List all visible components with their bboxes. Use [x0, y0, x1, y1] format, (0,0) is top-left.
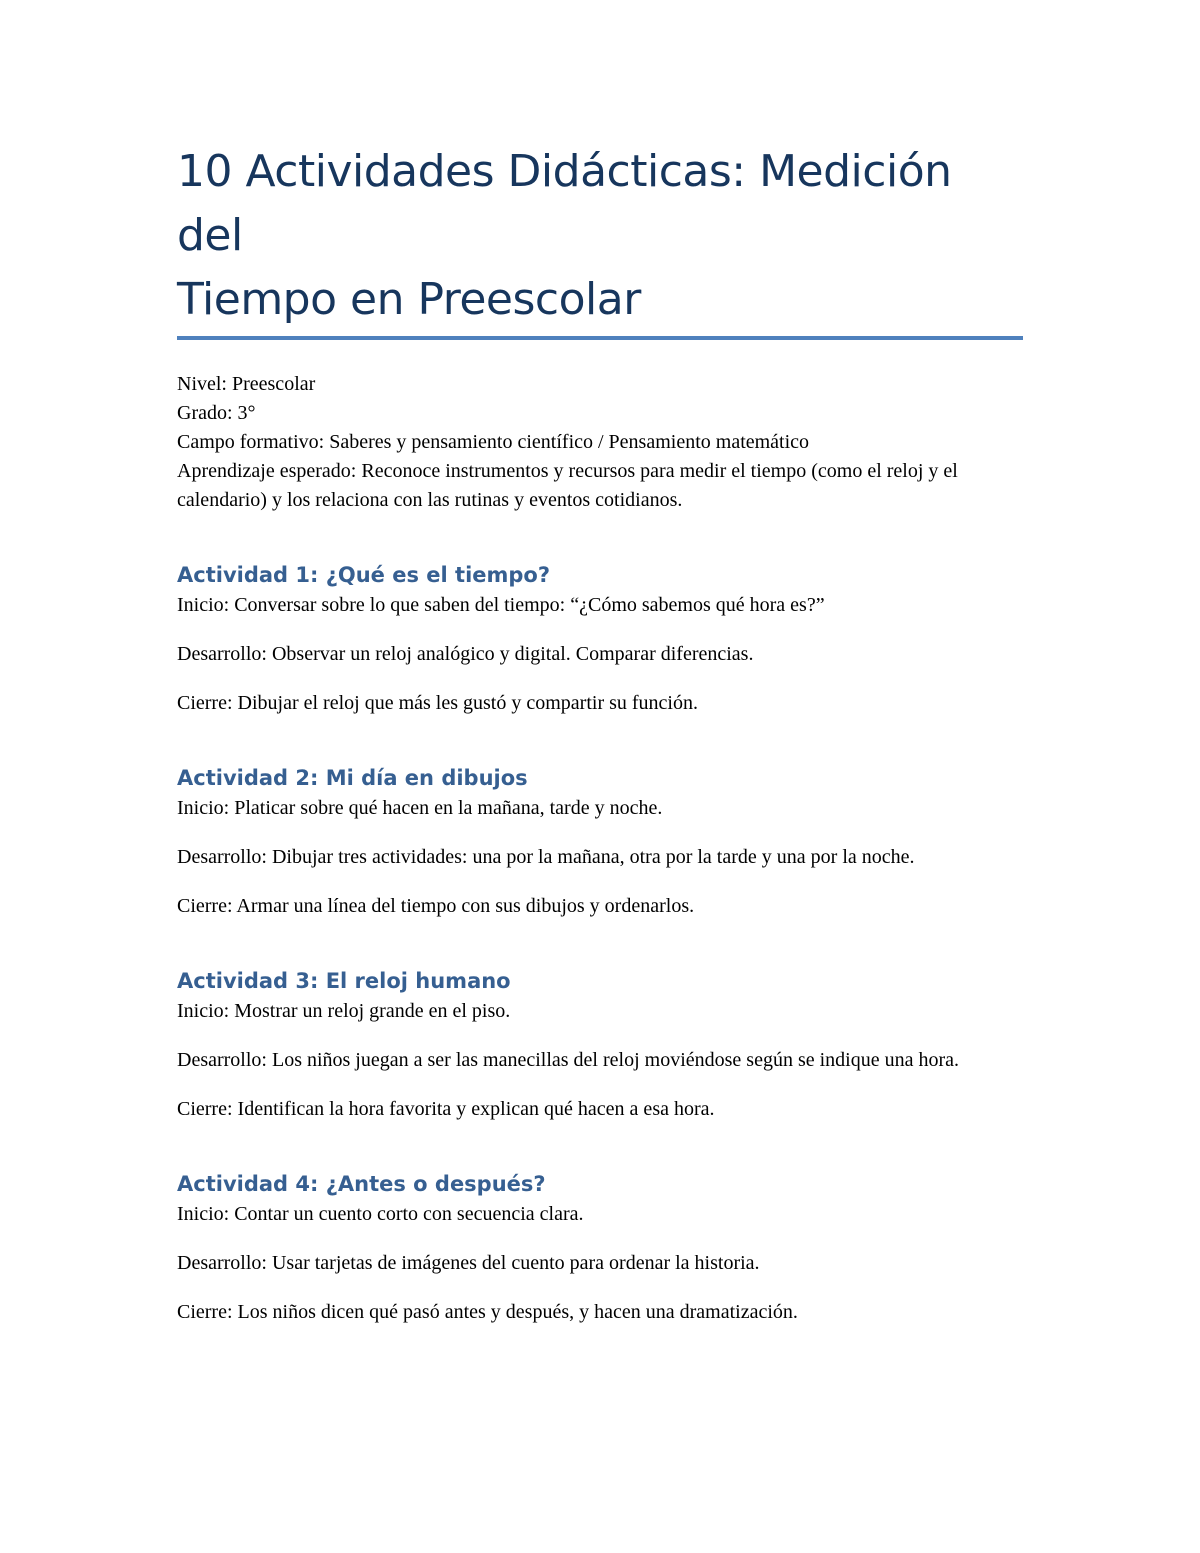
activity-inicio: Inicio: Contar un cuento corto con secuencia clara.: [177, 1203, 584, 1225]
activity-inicio: Inicio: Mostrar un reloj grande en el piso.: [177, 1000, 511, 1022]
meta-nivel: Nivel: Preescolar: [177, 373, 316, 395]
activity-desarrollo: Desarrollo: Observar un reloj analógico y digital. Comparar diferencias.: [177, 643, 754, 665]
activity-cierre: Cierre: Identifican la hora favorita y explican qué hacen a esa hora.: [177, 1098, 715, 1120]
title-underline-rule: [177, 336, 1023, 340]
title-line-1: 10 Actividades Didácticas: Medición del: [177, 146, 952, 261]
document-body: [177, 140, 1023, 1327]
meta-grado: Grado: 3°: [177, 402, 256, 424]
activity-inicio: Inicio: Conversar sobre lo que saben del tiempo: “¿Cómo sabemos qué hora es?”: [177, 594, 825, 616]
activity-heading: Actividad 3: El reloj humano: [177, 969, 511, 993]
activity-heading: Actividad 1: ¿Qué es el tiempo?: [177, 563, 551, 587]
activity-cierre: Cierre: Dibujar el reloj que más les gustó y compartir su función.: [177, 692, 698, 714]
activity-inicio: Inicio: Platicar sobre qué hacen en la mañana, tarde y noche.: [177, 797, 663, 819]
activity-cierre: Cierre: Armar una línea del tiempo con sus dibujos y ordenarlos.: [177, 895, 695, 917]
activity-4: [177, 1168, 1023, 1327]
activity-2: [177, 762, 1023, 921]
document-title: [177, 140, 1023, 332]
meta-campo-formativo: Campo formativo: Saberes y pensamiento científico / Pensamiento matemático: [177, 431, 810, 453]
activity-desarrollo: Desarrollo: Los niños juegan a ser las manecillas del reloj moviéndose según se indique una hora.: [177, 1049, 960, 1071]
activity-3: [177, 965, 1023, 1124]
activity-cierre: Cierre: Los niños dicen qué pasó antes y después, y hacen una dramatización.: [177, 1301, 798, 1323]
meta-aprendizaje-esperado: Aprendizaje esperado: Reconoce instrumentos y recursos para medir el tiempo (como el reloj y el calendario) y los relaciona con las rutinas y eventos cotidianos.: [177, 460, 958, 511]
activity-heading: Actividad 4: ¿Antes o después?: [177, 1172, 546, 1196]
activity-1: [177, 559, 1023, 718]
title-line-2: Tiempo en Preescolar: [177, 274, 641, 325]
activity-desarrollo: Desarrollo: Usar tarjetas de imágenes del cuento para ordenar la historia.: [177, 1252, 760, 1274]
activity-heading: Actividad 2: Mi día en dibujos: [177, 766, 528, 790]
meta-block: [177, 370, 1023, 515]
activity-desarrollo: Desarrollo: Dibujar tres actividades: una por la mañana, otra por la tarde y una por la noche.: [177, 846, 915, 868]
